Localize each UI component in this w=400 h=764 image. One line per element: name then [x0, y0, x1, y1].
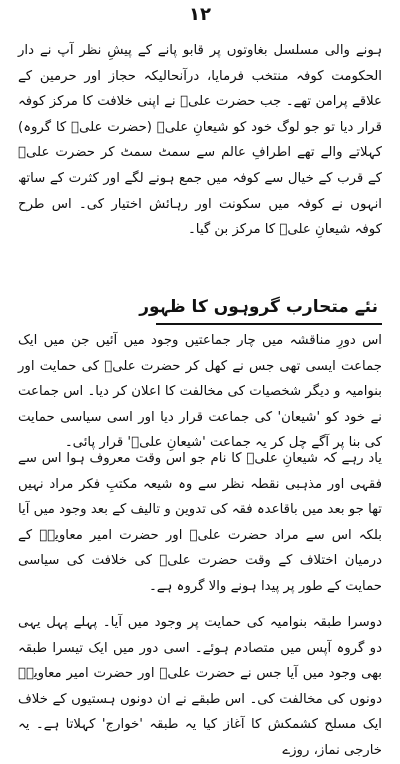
paragraph-kufa-capital: ہونے والی مسلسل بغاوتوں پر قابو پانے کے پیشِ نظر آپ نے دار الحکومت کوفہ منتخب فرمایا، درآنحالیکہ حجاز اور حرمین کے علاقے پرامن تھے۔ جب حضرت علیؓ نے اپنی خلافت کا مرکز کوفہ قرار دیا تو جو لوگ خود کو شیعانِ علیؓ (حضرت علیؓ کا گروہ) کہلاتے والے تھے اطرافِ عالم سے سمٹ سمٹ کر حضرت علیؓ کے قرب کے خیال سے کوفہ میں جمع ہونے لگے اور کثرت کے ساتھ انہوں نے کوفہ میں سکونت اور رہائش اختیار کی۔ اس طرح کوفہ شیعانِ علیؓ کا مرکز بن گیا۔: [18, 43, 382, 238]
heading-underline: [156, 323, 382, 325]
paragraph-four-groups: اس دورِ مناقشہ میں چار جماعتیں وجود میں آئیں جن میں ایک جماعت ایسی تھی جس نے کھل کر حضرت علیؓ کی حمایت اور بنوامیہ و دیگر شخصیات کی مخالفت کا اعلان کر دیا۔ اس جماعت نے خود کو 'شیعان' کی جماعت قرار دیا اور اسی سیاسی حمایت کی بنا پر آگے چل کر یہ جماعت 'شیعانِ علیؓ' قرار پائی۔: [18, 333, 382, 451]
page-number: ۱۲: [189, 4, 211, 25]
paragraph-khawarij: دوسرا طبقہ بنوامیہ کی حمایت پر وجود میں آیا۔ پہلے پہل یہی دو گروہ آپس میں متصادم ہوئے۔ اسی دور میں ایک تیسرا طبقہ بھی وجود میں آیا جس نے حضرت علیؓ اور حضرت امیر معاویہؓ دونوں کی مخالفت کی۔ اس طبقے نے ان دونوں ہستیوں کے خلاف ایک مسلح کشمکش کا آغاز کیا یہ طبقہ 'خوارج' کہلاتا ہے۔ یہ خارجی نماز، روزے: [18, 615, 382, 758]
paragraph-shia-definition: یاد رہے کہ شیعانِ علیؓ کا نام جو اس وقت معروف ہوا اس سے فقہی اور مذہبی نقطہ نظر سے وہ شیعہ مکتبِ فکر مراد نہیں تھا جو بعد میں باقاعدہ فقہ کی تدوین و تالیف کے بعد وجود میں آیا بلکہ اس سے مراد حضرت علیؓ اور حضرت امیر معاویہؓ کے درمیان اختلاف کے وقت حضرت علیؓ کی خلافت کی سیاسی حمایت کے طور پر پیدا ہونے والا گروہ ہے۔: [18, 451, 382, 594]
section-heading: نئے متحارب گروہوں کا ظہور: [139, 297, 378, 317]
